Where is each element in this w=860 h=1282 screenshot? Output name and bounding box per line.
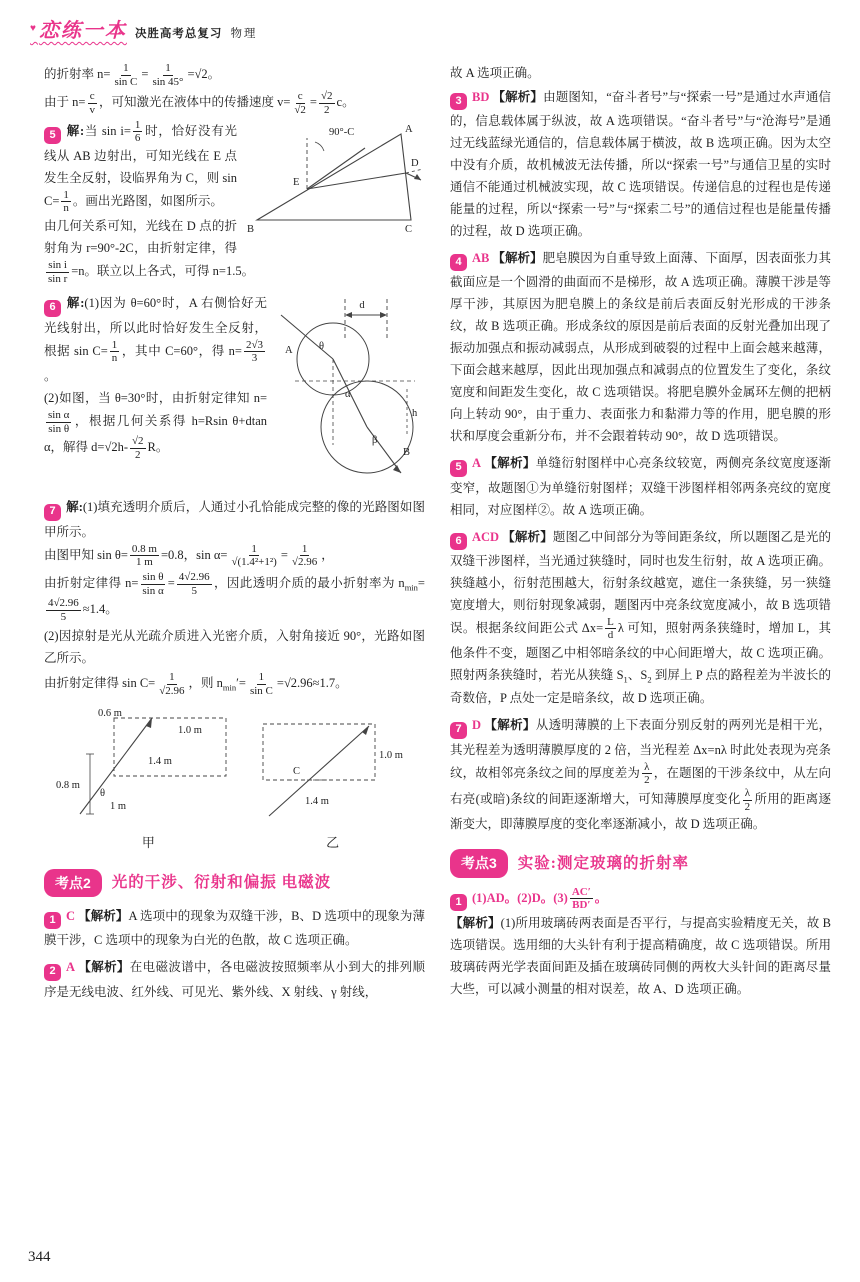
- label-C: C: [405, 223, 413, 235]
- label-theta: θ: [100, 787, 106, 799]
- label-E: E: [293, 176, 300, 188]
- item-text: (1)所用玻璃砖两表面是否平行，与提高实验精度无关，故 B 选项错误。选用细的大头针有利于提高精确度，故 C 选项错误。所用玻璃砖两光学表面间距及插在玻璃砖同侧的两枚大头针间的距离尽量大些，可以减小测量的相对误差，故 A、D 选项正确。: [450, 916, 831, 997]
- refraction-circles-figure: [275, 295, 425, 487]
- brand-logo-text: 恋练一本: [38, 20, 127, 42]
- ray-diagram-figure: [245, 122, 425, 236]
- label-C: C: [292, 765, 300, 777]
- item-number-badge: 5: [450, 460, 467, 477]
- item-text: 由题图知，“奋斗者号”与“探索一号”是通过水声通信的，信息载体属于纵波，故 A 选项错误。“奋斗者号”与“沧海号”是通过无线蓝绿光通信的，信息载体属于横波，故 B 选项正确。因为太空中没有介质，故机械波无法传播，所以“探索一号”与通信卫星的实时通信不能通过机械波实现，故 C 选项错误。传递信息的过程也是传递能量的过程，所以“探索一号”与“探索二号”的通信过程也是能量传播的过程，故 D 选项正确。: [450, 90, 831, 239]
- brand-tagline: 决胜高考总复习: [134, 28, 223, 40]
- heart-icon: ♥: [30, 23, 38, 34]
- figure-row: [44, 706, 425, 855]
- label-1-4m: 1.4 m: [148, 755, 173, 767]
- answer-letters: AB: [472, 251, 490, 266]
- jiexi-label: 【解析】: [492, 251, 543, 266]
- label-0-6m: 0.6 m: [98, 707, 123, 719]
- continuation-line: 故 A 选项正确。: [450, 66, 540, 80]
- solution-text: (1)填充透明介质后，人通过小孔恰能成完整的像的光路图如图甲所示。: [44, 500, 425, 539]
- label-B: B: [403, 447, 411, 459]
- answer-item-6: [44, 292, 425, 491]
- label-A: A: [285, 345, 293, 357]
- item-text: 肥皂膜因为自重导致上面薄、下面厚，因表面张力其截面应是一个圆滑的曲面而不是梯形，故 A 选项正确。薄膜干涉是等厚干涉，其原因为肥皂膜上的条纹是前后表面反射光形成的干涉条纹，故 B 选项正确。形成条纹的原因是前后表面的反射光叠加出现了振动加强点和振动减弱点，从形成到破裂的过程中上面会越来越薄，下面会越来越厚，因此出现加强点和减弱点的位置发生了变化，条纹宽度和间距发生变化，故 C 选项错误。将肥皂膜外金属环左侧的把柄向上转动 90°，由于重力、表面张力和黏滞力等的作用，肥皂膜的形状和厚度会重新分布，并不会跟着转动 90°，故 D 选项错误。: [450, 251, 831, 444]
- item-number-badge: 2: [44, 964, 61, 981]
- label-B: B: [247, 223, 255, 235]
- label-h: h: [412, 408, 418, 420]
- label-0-8m: 0.8 m: [56, 779, 81, 791]
- section-badge: 考点3: [450, 849, 508, 878]
- answer-letters: A: [66, 960, 76, 975]
- item-text: 在电磁波谱中，各电磁波按照频率从小到大的排列顺序是无线电波、红外线、可见光、紫外线、X 射线、γ 射线，: [44, 960, 425, 999]
- section-header-kaodian2: [44, 869, 425, 898]
- left-column: [44, 62, 425, 1008]
- label-1-0m: 1.0 m: [178, 724, 203, 736]
- answer-item-5: [44, 119, 425, 288]
- item-number-badge: 1: [44, 912, 61, 929]
- item-number-badge: 3: [450, 93, 467, 110]
- jiexi-label: 【解析】: [484, 718, 536, 733]
- item-number-badge: 4: [450, 254, 467, 271]
- label-A: A: [405, 123, 413, 135]
- label-D: D: [411, 157, 419, 169]
- answer-letters: D: [472, 718, 482, 733]
- right-column: [450, 62, 831, 1008]
- item-number-badge: 1: [450, 894, 467, 911]
- answer-letters: ACD: [472, 529, 500, 544]
- jiexi-label: 【解析】: [492, 90, 544, 104]
- jie-label: 解:: [66, 500, 83, 515]
- intro-line: 的折射率 n= $\frac{1}{\text{sin C}}$ = $\frac{1}{\sin 45^\circ}$ =√2。: [44, 62, 221, 88]
- answer-item-k2-7: [450, 714, 831, 835]
- section-title: 光的干涉、衍射和偏振 电磁波: [111, 874, 332, 892]
- solution-text: 由折射定律得 sin C= $\frac{1}{√2.96}$ ，则 $n_{min}'=$ $\frac{1}{\text{sin C}}$ =√2.96≈1.7。: [44, 671, 348, 698]
- brand-header: [30, 14, 257, 43]
- solution-text: (2)因掠射是光从光疏介质进入光密介质，入射角接近 90°，光路如图乙所示。: [44, 629, 425, 666]
- answer-letters: BD: [472, 90, 490, 104]
- label-d: d: [359, 300, 365, 312]
- brand-logo: [30, 14, 127, 43]
- answer-item-k2-3: [450, 86, 831, 242]
- jiexi-label: 【解析】: [78, 960, 130, 975]
- section-badge: 考点2: [44, 869, 102, 898]
- item-text: 单缝衍射图样中心亮条纹较宽，两侧亮条纹宽度逐渐变窄，故题图①为单缝衍射图样；双缝干涉图样相邻两条亮纹的宽度相同，对应图样②。故 A 选项正确。: [450, 456, 831, 517]
- figure-jia: [56, 706, 240, 855]
- item-number-badge: 7: [450, 722, 467, 739]
- answer-letters: A: [472, 456, 482, 471]
- figure-yi: [253, 712, 413, 855]
- solution-text: (1)因为 θ=60°时，A 右侧恰好无光线射出，所以此时恰好发生全反射，根据 sin C= $\frac{1}{n}$ ，其中 C=60°，得 n= $\frac{2√3}{3}$ 。: [44, 296, 267, 383]
- jiexi-label: 【解析】: [78, 909, 129, 924]
- item-number-badge: 6: [44, 300, 61, 317]
- answer-item-k2-2: [44, 956, 425, 1002]
- solution-text: 当 sin i= $\frac{1}{6}$ 时，恰好没有光线从 AB 边射出，可知光线在 E 点发生全反射，设临界角为 C，则 sin C= $\frac{1}{n}$ 。画出光路图，如图所示。: [44, 118, 237, 215]
- page-number: 344: [28, 1249, 51, 1265]
- item-text: 从透明薄膜的上下表面分别反射的两列光是相干光，其光程差为透明薄膜厚度的 2 倍，当光程差 Δx=nλ 时此处表现为亮条纹，故相邻亮条纹之间的厚度差为 $\frac{\lambda}{2}$ ，在题图的干涉条纹中，从左向右亮(或暗)条纹的间距逐渐增大，可知薄膜厚度变化 $\frac{\lambda}{2}$ 所用的距离逐渐变大，即薄膜厚度的变化率逐渐减小，故 D 选项正确。: [450, 718, 831, 832]
- solution-text: 由折射定律得 n= $\frac{\text{sin θ}}{\text{sin α}}$ = $\frac{4√2.96}{5}$ ，因此透明介质的最小折射率为 $n_{min}=$ $\frac{4√2.96}{5}$ ≈1.4。: [44, 570, 425, 623]
- jiexi-label: 【解析】: [502, 529, 553, 544]
- solution-text: 由图甲知 sin θ= $\frac{0.8 m}{1 m}$ =0.8，sin α= $\frac{1}{\text{√(1.4²+1²)}}$ = $\frac{1}{√2.96}$ ，: [44, 542, 334, 569]
- item-number-badge: 5: [44, 127, 61, 144]
- section-title: 实验:测定玻璃的折射率: [517, 854, 689, 872]
- answer-item-k2-6: [450, 526, 831, 710]
- item-number-badge: 7: [44, 504, 61, 521]
- label-1m: 1 m: [110, 800, 127, 812]
- answer-item-7: [44, 496, 425, 854]
- answer-item-k2-1: [44, 905, 425, 951]
- figure-caption: 乙: [326, 834, 340, 850]
- solution-text: (2)如图，当 θ=30°时，由折射定律知 n= $\frac{\text{sin α}}{\text{sin θ}}$ ，根据几何关系得 h=Rsin θ+dtan α，解得 d=√2h- $\frac{√2}{2}$ R。: [44, 390, 267, 461]
- section-header-kaodian3: [450, 849, 831, 878]
- item-text: [450, 912, 831, 1000]
- jie-label: 解:: [66, 123, 85, 138]
- answer-letters: (1)AD。(2)D。(3) $\frac{AC'}{BD'}$ 。: [472, 885, 608, 912]
- label-1-0m: 1.0 m: [378, 749, 403, 761]
- label-angle: 90°-C: [329, 126, 355, 138]
- intro-line: 由于 n= $\frac{c}{v}$ ，可知激光在液体中的传播速度 v= $\frac{c}{√2}$ = $\frac{√2}{2}$ c。: [44, 90, 355, 116]
- label-beta: β: [372, 435, 378, 447]
- jiexi-label: 【解析】: [484, 456, 536, 471]
- two-column-layout: [44, 62, 831, 1008]
- label-theta: θ: [319, 341, 325, 353]
- jie-label: 解:: [66, 296, 85, 311]
- answer-item-k3-1: [450, 886, 831, 1000]
- item-text: 题图乙中间部分为等间距条纹，所以题图乙是光的双缝干涉图样，当光通过狭缝时，同时也发生衍射，故 A 选项正确。狭缝越小，衍射范围越大，衍射条纹越宽，遮住一条狭缝，另一狭缝宽度增大，则衍射现象减弱，题图丙中亮条纹宽度减小，故 B 选项错误。根据条纹间距公式 Δx= $\frac{L}{d}$ λ 可知，照射两条狭缝时，增加 L，其他条件不变，题图乙中相邻暗条纹的中心间距增大，故 C 选项正确。照射两条狭缝时，若光从狭缝 $S_1$、$S_2$ 到屏上 P 点的路程差为半波长的奇数倍，P 点处一定是暗条纹，故 D 选项正确。: [450, 529, 832, 706]
- figure-caption: 甲: [141, 834, 155, 850]
- item-text: A 选项中的现象为双缝干涉，B、D 选项中的现象为薄膜干涉，C 选项中的现象为白光的色散，故 C 选项正确。: [44, 909, 425, 948]
- answer-item-k2-5: [450, 452, 831, 520]
- brand-subject: 物理: [230, 28, 258, 40]
- jiexi-label: 【解析】: [450, 916, 501, 931]
- label-alpha: α: [345, 389, 351, 401]
- answer-item-k2-4: [450, 247, 831, 447]
- item-number-badge: 6: [450, 533, 467, 550]
- answer-letters: C: [66, 909, 76, 924]
- solution-text: 由几何关系可知，光线在 D 点的折射角为 r=90°-2C，由折射定律，得 $\frac{\text{sin i}}{\text{sin r}}$ =n。联立以上各式，可得 n=1.5。: [44, 219, 255, 285]
- label-1-4m: 1.4 m: [304, 795, 329, 807]
